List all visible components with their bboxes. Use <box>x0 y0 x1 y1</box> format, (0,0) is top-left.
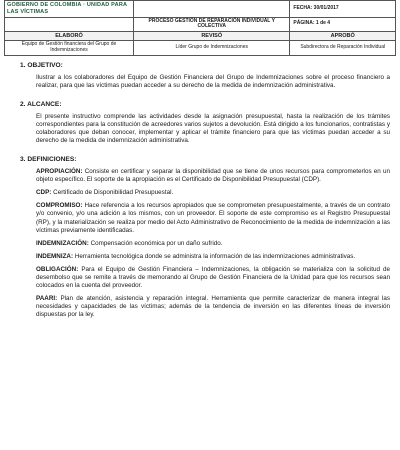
definition-term: COMPROMISO: <box>36 202 83 210</box>
definition-term: INDEMNIZACIÓN: <box>36 239 89 247</box>
process-cell-top <box>134 1 290 18</box>
definition-text: Hace referencia a los recursos apropiados que se comprometen presupuestalmente, a través de un contrato y/o convenio, y/o una adición a los mismos, con un proveedor. El soporte de este compromiso es el Registro Presupuestal (RP), y la materialización se realiza por medio del Acto Administrativo de Reconocimiento de la medida de indemnización a las víctimas previamente identificadas. <box>36 202 390 234</box>
definition-item <box>36 168 390 184</box>
alcance-title: 2. ALCANCE: <box>20 101 62 109</box>
definition-text: Certificado de Disponibilidad Presupuestal. <box>51 189 174 197</box>
definition-item <box>36 253 390 261</box>
pagina-label: PÁGINA: 1 de 4 <box>290 17 396 32</box>
definiciones-title: 3. DEFINICIONES: <box>20 156 77 164</box>
definition-term: INDEMNIZA: <box>36 252 74 260</box>
objetivo-title: 1. OBJETIVO: <box>20 62 63 69</box>
definition-text: Compensación económica por un daño sufrido. <box>88 239 223 247</box>
val-reviso: Líder Grupo de Indemnizaciones <box>134 41 290 56</box>
definition-term: CDP: <box>36 189 52 197</box>
col-reviso: REVISÓ <box>134 32 290 41</box>
definition-text: Consiste en certificar y separar la disponibilidad que se tiene de unos recursos para comprometerlos en un objeto específico. El soporte de la apropiación es el Certificado de Disponibilidad Presupuestal (CDP). <box>36 168 390 184</box>
definition-term: APROPIACIÓN: <box>36 168 83 176</box>
logo-cell-bottom <box>5 17 134 32</box>
fecha-label: FECHA: 30/01/2017 <box>290 1 396 18</box>
definition-term: OBLIGACIÓN: <box>36 265 79 273</box>
definition-item <box>36 189 390 197</box>
definition-text: Para el Equipo de Gestión Financiera – Indemnizaciones, la obligación se materializa con la solicitud de desembolso que se remite a través de memorando al Grupo de Gestión Financiera de la Unidad para que los recursos sean colocados en la cuenta del proveedor. <box>36 265 390 289</box>
definition-item <box>36 295 390 319</box>
definition-item <box>36 240 390 248</box>
definition-text: Herramienta tecnológica donde se administra la información de las indemnizaciones administrativas. <box>73 252 356 260</box>
definition-term: PAARI: <box>36 294 58 302</box>
col-elaboro: ELABORÓ <box>5 32 134 41</box>
definition-item <box>36 266 390 290</box>
document-body <box>20 62 390 324</box>
col-aprobo: APROBÓ <box>290 32 396 41</box>
val-elaboro: Equipo de Gestión financiera del Grupo de Indemnizaciones <box>5 41 134 56</box>
document-header <box>4 0 396 56</box>
header-table <box>4 0 396 56</box>
logo <box>5 1 134 18</box>
val-aprobo: Subdirectora de Reparación Individual <box>290 41 396 56</box>
logo-text: GOBIERNO DE COLOMBIA · UNIDAD PARA LAS VÍCTIMAS <box>7 2 127 15</box>
objetivo-text: Ilustrar a los colaboradores del Equipo de Gestión Financiera del Grupo de Indemnizaciones sobre el proceso financiero a realizar, para que las víctimas puedan acceder a su derecho de la medida de indemnización administrativa. <box>36 74 390 90</box>
definition-item <box>36 202 390 234</box>
alcance-text: El presente instructivo comprende las actividades desde la asignación presupuestal, hasta la realización de los trámites correspondientes para la constitución de acreedores varios sujetos a devolución. Está dirigido a los funcionarios, contratistas y colaboradores que deban conocer, implementar y aplicar el trámite financiero para que las víctimas puedan acceder a su derecho de la medida de indemnización administrativa. <box>36 113 390 145</box>
process-title: PROCESO GESTIÓN DE REPARACIÓN INDIVIDUAL Y COLECTIVA <box>134 17 290 32</box>
definition-text: Plan de atención, asistencia y reparación integral. Herramienta que permite caracterizar de manera integral las necesidades y capacidades de las víctimas; además de la tendencia de inversión en las diferentes líneas de inversión dispuestas por la ley. <box>36 294 390 318</box>
